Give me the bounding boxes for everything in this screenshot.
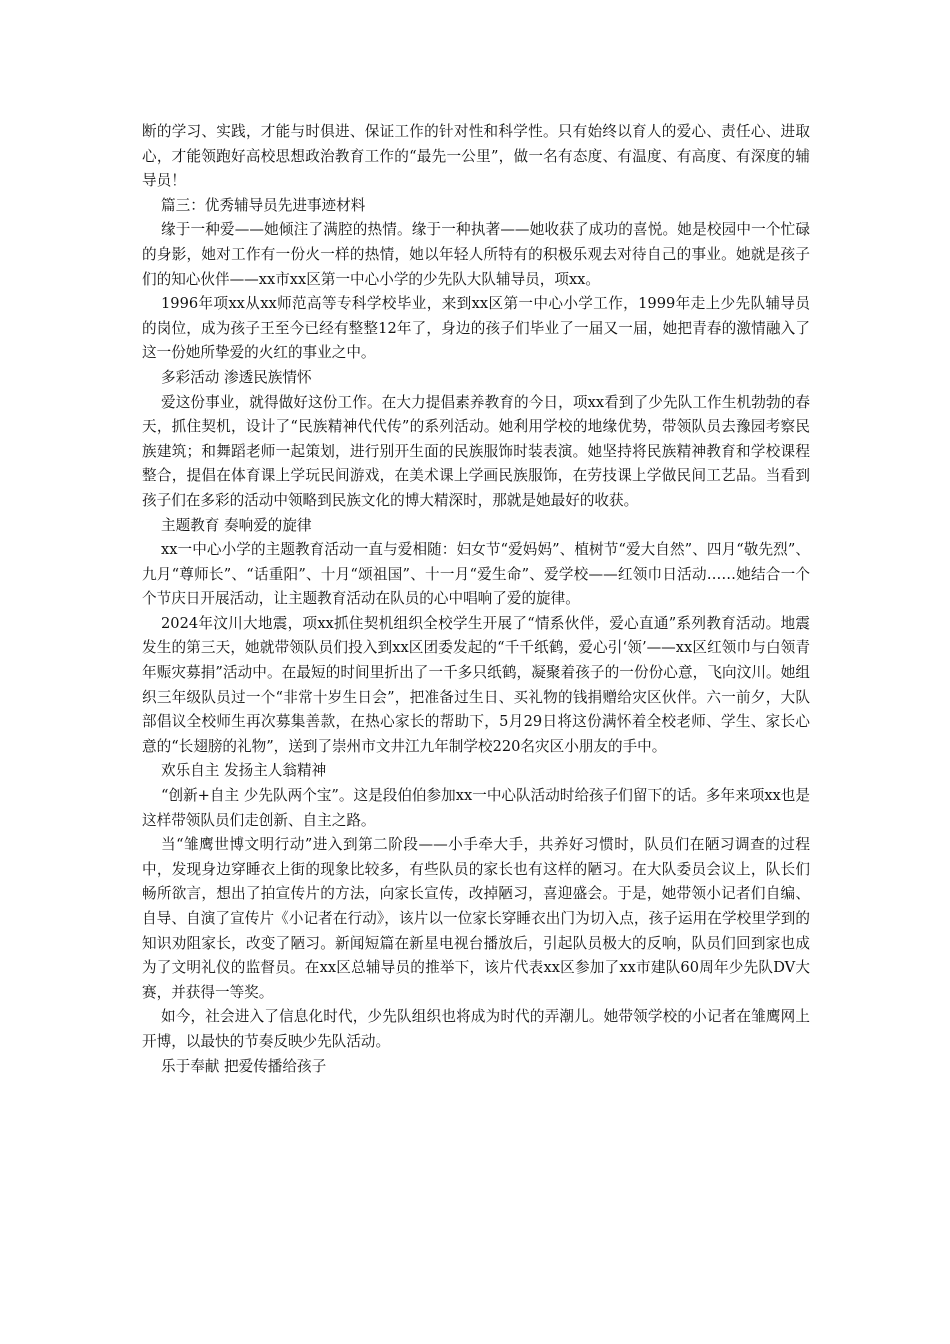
body-paragraph: 爱这份事业，就得做好这份工作。在大力提倡素养教育的今日，项xx看到了少先队工作生机勃勃的春天，抓住契机，设计了“民族精神代代传”的系列活动。她利用学校的地缘优势，带领队员去豫园考察民族建筑；和舞蹈老师一起策划，进行别开生面的民族服饰时装表演。她坚持将民族精神教育和学校课程整合，提倡在体育课上学玩民间游戏，在美术课上学画民族服饰，在劳技课上学做民间工艺品。当看到孩子们在多彩的活动中领略到民族文化的博大精深时，那就是她最好的收获。	[142, 393, 810, 509]
section-heading: 乐于奉献 把爱传播给孩子	[161, 1057, 327, 1075]
body-paragraph: 当“雏鹰世博文明行动”进入到第二阶段——小手牵大手，共养好习惯时，队员们在陋习调查的过程中，发现身边穿睡衣上街的现象比较多，有些队员的家长也有这样的陋习。在大队委员会议上，队长们畅所欲言，想出了拍宣传片的方法，向家长宣传，改掉陋习，喜迎盛会。于是，她带领小记者们自编、自导、自演了宣传片《小记者在行动》，该片以一位家长穿睡衣出门为切入点，孩子运用在学校里学到的知识劝阻家长，改变了陋习。新闻短篇在新星电视台播放后，引起队员极大的反响，队员们回到家也成为了文明礼仪的监督员。在xx区总辅导员的推举下，该片代表xx区参加了xx市建队60周年少先队DV大赛，并获得一等奖。	[142, 836, 810, 1001]
section-heading: 篇三：优秀辅导员先进事迹材料	[161, 196, 366, 214]
body-paragraph: “创新+自主 少先队两个宝”。这是段伯伯参加xx一中心队活动时给孩子们留下的话。多年来项xx也是这样带领队员们走创新、自主之路。	[142, 787, 810, 829]
section-heading: 多彩活动 渗透民族情怀	[161, 368, 312, 386]
body-paragraph: 断的学习、实践，才能与时俱进、保证工作的针对性和科学性。只有始终以育人的爱心、责任心、进取心，才能领跑好高校思想政治教育工作的“最先一公里”，做一名有态度、有温度、有高度、有深度的辅导员！	[142, 123, 810, 190]
section-heading: 主题教育 奏响爱的旋律	[161, 516, 312, 534]
body-paragraph: 缘于一种爱——她倾注了满腔的热情。缘于一种执著——她收获了成功的喜悦。她是校园中一个忙碌的身影，她对工作有一份火一样的热情，她以年轻人所特有的积极乐观去对待自己的事业。她就是孩子们的知心伙伴——xx市xx区第一中心小学的少先队大队辅导员，项xx。	[142, 221, 810, 288]
body-paragraph: 1996年项xx从xx师范高等专科学校毕业，来到xx区第一中心小学工作，1999年走上少先队辅导员的岗位，成为孩子王至今已经有整整12年了，身边的孩子们毕业了一届又一届，她把青春的激情融入了这一份她所挚爱的火红的事业之中。	[142, 295, 810, 362]
body-paragraph: 2024年汶川大地震，项xx抓住契机组织全校学生开展了“情系伙伴，爱心直通”系列教育活动。地震发生的第三天，她就带领队员们投入到xx区团委发起的“千千纸鹤，爱心引‘领’——xx区红领巾与白领青年赈灾募捐”活动中。在最短的时间里折出了一千多只纸鹤，凝聚着孩子的一份份心意，飞向汶川。她组织三年级队员过一个“非常十岁生日会”，把准备过生日、买礼物的钱捐赠给灾区伙伴。六一前夕，大队部倡议全校师生再次募集善款，在热心家长的帮助下，5月29日将这份满怀着全校老师、学生、家长心意的“长翅膀的礼物”，送到了崇州市文井江九年制学校220名灾区小朋友的手中。	[142, 614, 810, 755]
body-paragraph: 如今，社会进入了信息化时代，少先队组织也将成为时代的弄潮儿。她带领学校的小记者在雏鹰网上开博，以最快的节奏反映少先队活动。	[142, 1008, 810, 1050]
section-heading: 欢乐自主 发扬主人翁精神	[161, 762, 327, 780]
body-paragraph: xx一中心小学的主题教育活动一直与爱相随：妇女节“爱妈妈”、植树节“爱大自然”、四月“敬先烈”、九月“尊师长”、“话重阳”、十月“颂祖国”、十一月“爱生命”、爱学校——红领巾日活动……她结合一个个节庆日开展活动，让主题教育活动在队员的心中唱响了爱的旋律。	[142, 541, 810, 608]
document-page	[142, 120, 810, 1079]
